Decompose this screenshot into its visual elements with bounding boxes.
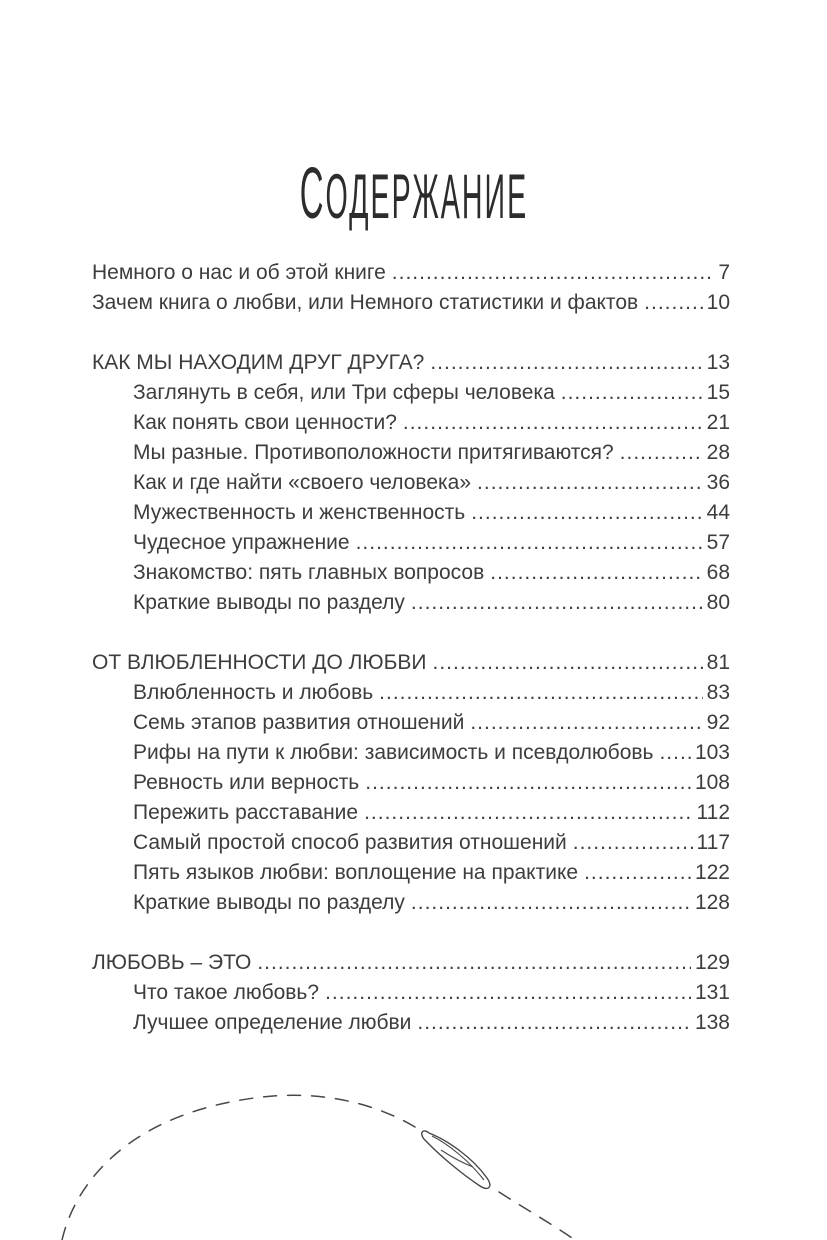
- toc-entry-page-number: 80: [706, 591, 730, 614]
- toc-entry-row: [92, 1008, 730, 1038]
- toc-entry-row: [92, 888, 730, 918]
- toc-entry-row: [92, 378, 730, 408]
- toc-leader-dots: [561, 378, 703, 408]
- toc-leader-dots: [620, 438, 703, 468]
- toc-entry-page-number: 81: [706, 651, 730, 674]
- toc-entry-page-number: 44: [706, 501, 730, 524]
- toc-entry-page-number: 28: [706, 441, 730, 464]
- toc-entry-label: Как и где найти «своего человека»: [133, 471, 472, 494]
- dashed-arc-right: [499, 1192, 575, 1240]
- toc-entry-page-number: 36: [706, 471, 730, 494]
- toc-entry-page-number: 131: [694, 981, 730, 1004]
- toc-entry-row: [92, 858, 730, 888]
- toc-entry-label: Самый простой способ развития отношений: [133, 831, 567, 854]
- toc-group: [92, 948, 730, 1038]
- toc-group: [92, 348, 730, 618]
- toc-entry-row: [92, 258, 730, 288]
- toc-entry-label: ОТ ВЛЮБЛЕННОСТИ ДО ЛЮБВИ: [92, 651, 427, 674]
- toc-leader-dots: [365, 768, 691, 798]
- toc-entry-label: ЛЮБОВЬ – ЭТО: [92, 951, 252, 974]
- toc-entry-label: Чудесное упражнение: [133, 531, 350, 554]
- toc-leader-dots: [490, 558, 702, 588]
- toc-leader-dots: [325, 978, 691, 1008]
- dashed-arc-leaf-decoration: [0, 1088, 827, 1240]
- toc-entry-page-number: 92: [706, 711, 730, 734]
- toc-group: [92, 258, 730, 318]
- toc-leader-dots: [573, 828, 693, 858]
- toc-entry-row: [92, 408, 730, 438]
- toc-entry-row: [92, 738, 730, 768]
- toc-group: [92, 648, 730, 918]
- toc-entry-label: Знакомство: пять главных вопросов: [133, 561, 485, 584]
- toc-entry-page-number: 129: [694, 951, 730, 974]
- toc-entry-row: [92, 498, 730, 528]
- toc-entry-row: [92, 528, 730, 558]
- toc-entry-label: Мы разные. Противоположности притягиваются?: [133, 441, 614, 464]
- toc-leader-dots: [584, 858, 691, 888]
- leaf-icon: [422, 1131, 490, 1188]
- toc-entry-page-number: 112: [696, 801, 730, 824]
- toc-leader-dots: [411, 888, 691, 918]
- toc-entry-page-number: 103: [694, 741, 730, 764]
- toc-entry-row: [92, 588, 730, 618]
- toc-leader-dots: [477, 468, 703, 498]
- toc-entry-page-number: 57: [706, 531, 730, 554]
- toc-entry-label: Пережить расставание: [133, 801, 359, 824]
- toc-entry-page-number: 122: [694, 861, 730, 884]
- toc-entry-page-number: 10: [706, 291, 730, 314]
- toc-entry-label: Зачем книга о любви, или Немного статистики и фактов: [92, 291, 639, 314]
- toc-entry-page-number: 83: [706, 681, 730, 704]
- toc-leader-dots: [364, 798, 692, 828]
- toc-leader-dots: [659, 738, 690, 768]
- toc-entry-row: [92, 438, 730, 468]
- toc-entry-label: Лучшее определение любви: [133, 1011, 412, 1034]
- toc-entry-page-number: 138: [694, 1011, 730, 1034]
- toc-entry-row: [92, 468, 730, 498]
- toc-section-heading-row: [92, 348, 730, 378]
- toc-entry-label: Краткие выводы по разделу: [133, 891, 405, 914]
- page-title: СОДЕРЖАНИЕ: [299, 153, 528, 235]
- toc-entry-label: Что такое любовь?: [133, 981, 320, 1004]
- toc-entry-page-number: 15: [706, 381, 730, 404]
- toc-section-heading-row: [92, 948, 730, 978]
- toc-entry-page-number: 7: [718, 261, 730, 284]
- toc-leader-dots: [392, 258, 715, 288]
- toc-entry-page-number: 117: [696, 831, 730, 854]
- toc-entry-page-number: 21: [706, 411, 730, 434]
- toc-leader-dots: [411, 588, 703, 618]
- toc-entry-row: [92, 828, 730, 858]
- toc-entry-row: [92, 708, 730, 738]
- toc-leader-dots: [417, 1008, 691, 1038]
- toc-entry-row: [92, 768, 730, 798]
- toc-entry-label: Влюбленность и любовь: [133, 681, 374, 704]
- toc-entry-label: Пять языков любви: воплощение на практике: [133, 861, 579, 884]
- toc-leader-dots: [379, 678, 702, 708]
- toc-entry-label: Как понять свои ценности?: [133, 411, 397, 434]
- page-title-wrap: [0, 152, 827, 235]
- dashed-arc-left: [62, 1095, 426, 1240]
- table-of-contents: [92, 258, 730, 1038]
- toc-entry-row: [92, 798, 730, 828]
- toc-entry-label: Семь этапов развития отношений: [133, 711, 465, 734]
- toc-leader-dots: [470, 708, 702, 738]
- toc-entry-label: Краткие выводы по разделу: [133, 591, 405, 614]
- toc-entry-row: [92, 978, 730, 1008]
- toc-leader-dots: [430, 348, 702, 378]
- toc-entry-label: Ревность или верность: [133, 771, 360, 794]
- toc-leader-dots: [257, 948, 691, 978]
- toc-entry-label: КАК МЫ НАХОДИМ ДРУГ ДРУГА?: [92, 351, 425, 374]
- toc-entry-row: [92, 558, 730, 588]
- toc-entry-page-number: 108: [694, 771, 730, 794]
- toc-leader-dots: [644, 288, 702, 318]
- toc-entry-label: Немного о нас и об этой книге: [92, 261, 386, 284]
- toc-entry-page-number: 68: [706, 561, 730, 584]
- toc-section-heading-row: [92, 648, 730, 678]
- toc-leader-dots: [356, 528, 703, 558]
- toc-leader-dots: [403, 408, 703, 438]
- toc-entry-row: [92, 678, 730, 708]
- toc-leader-dots: [433, 648, 703, 678]
- toc-entry-page-number: 128: [694, 891, 730, 914]
- toc-entry-page-number: 13: [706, 351, 730, 374]
- toc-entry-row: [92, 288, 730, 318]
- toc-entry-label: Заглянуть в себя, или Три сферы человека: [133, 381, 555, 404]
- toc-entry-label: Мужественность и женственность: [133, 501, 466, 524]
- toc-entry-label: Рифы на пути к любви: зависимость и псевдолюбовь: [133, 741, 654, 764]
- toc-leader-dots: [471, 498, 702, 528]
